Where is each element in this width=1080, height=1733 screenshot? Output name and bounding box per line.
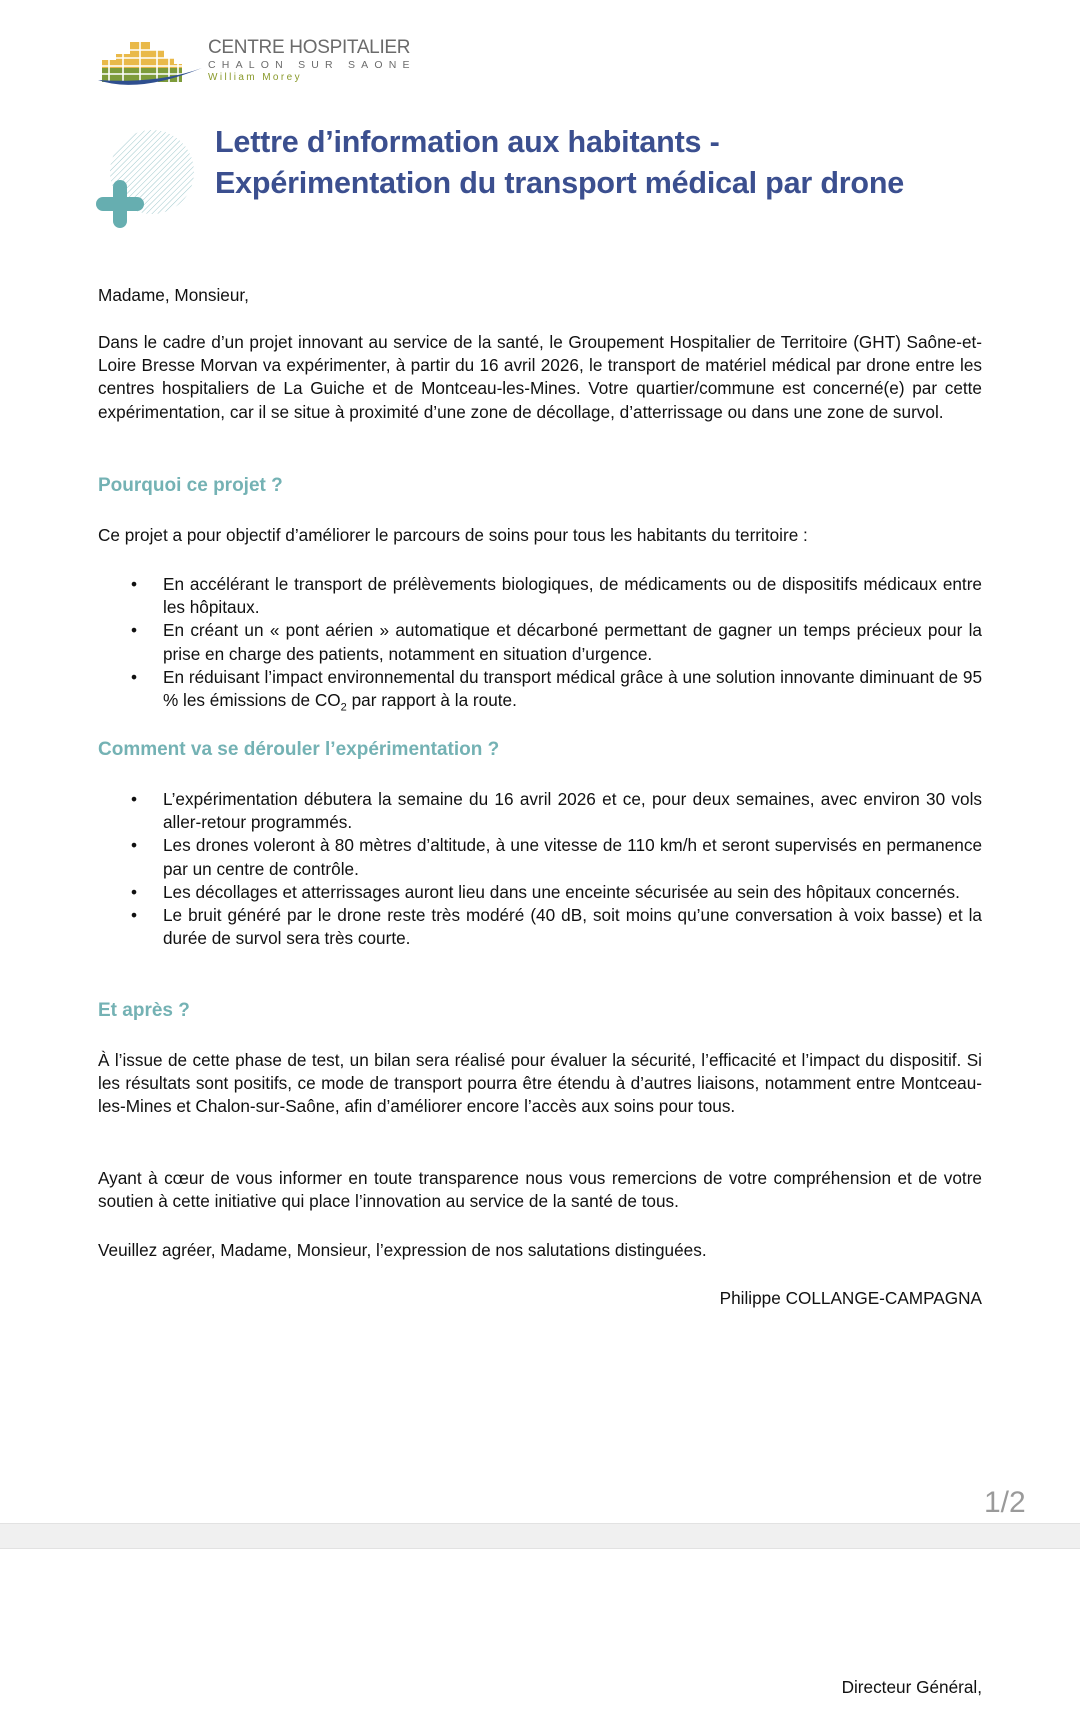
hospital-logo <box>98 37 416 93</box>
medical-cross-icon <box>96 128 206 238</box>
signatory-title: Directeur Général, <box>841 1677 982 1697</box>
list-item: • En accélérant le transport de prélèvements biologiques, de médicaments ou de dispositifs médicaux entre les hôpitaux. <box>131 574 982 618</box>
bullet-icon: • <box>131 620 138 641</box>
section-why-lead: Ce projet a pour objectif d’améliorer le parcours de soins pour tous les habitants du territoire : <box>98 525 808 545</box>
thanks-paragraph: Ayant à cœur de vous informer en toute transparence nous vous remercions de votre compréhension et de votre soutien à cette initiative qui place l’innovation au service de la santé de tous. <box>98 1168 982 1212</box>
list-item: • En créant un « pont aérien » automatique et décarboné permettant de gagner un temps précieux pour la prise en charge des patients, notamment en situation d’urgence. <box>131 620 982 664</box>
section-heading-why: Pourquoi ce projet ? <box>98 475 283 496</box>
salutation: Madame, Monsieur, <box>98 285 249 305</box>
section-heading-after: Et après ? <box>98 1000 190 1021</box>
bullet-icon: • <box>131 666 138 687</box>
list-item: • L’expérimentation débutera la semaine du 16 avril 2026 et ce, pour deux semaines, avec environ 30 vols aller-retour programmés. <box>131 789 982 833</box>
bullet-icon: • <box>131 789 138 809</box>
logo-subtitle: CHALON SUR SAONE <box>208 59 416 71</box>
why-bullet-list <box>98 573 982 712</box>
bullet-icon: • <box>131 835 138 856</box>
page-indicator: 1/2 <box>984 1486 1026 1519</box>
bullet-icon: • <box>131 905 138 926</box>
signatory-name: Philippe COLLANGE-CAMPAGNA <box>719 1288 982 1308</box>
title-line-1: Lettre d’information aux habitants - <box>215 125 720 159</box>
list-item: • En réduisant l’impact environnemental du transport médical grâce à une solution innovante diminuant de 95 % les émissions de $CO_2$ par rapport à la route. <box>131 666 982 714</box>
intro-paragraph: Dans le cadre d’un projet innovant au service de la santé, le Groupement Hospitalier de Territoire (GHT) Saône-et-Loire Bresse Morvan va expérimenter, à partir du 16 avril 2026, le transport de matériel médical par drone entre les centres hospitaliers de La Guiche et de Montceau-les-Mines. Votre quartier/commune est concerné(e) par cette expérimentation, car il se situe à proximité d’une zone de décollage, d’atterrissage ou dans une zone de survol. <box>98 332 982 422</box>
logo-tagline: William Morey <box>208 72 302 83</box>
list-item: • Les décollages et atterrissages auront lieu dans une enceinte sécurisée au sein des hôpitaux concernés. <box>98 881 982 904</box>
page-separator <box>0 1523 1080 1549</box>
bullet-icon: • <box>131 574 138 594</box>
hospital-building-icon <box>98 38 203 90</box>
list-item: • Les drones voleront à 80 mètres d’altitude, à une vitesse de 110 km/h et seront supervisés en permanence par un centre de contrôle. <box>131 835 982 879</box>
logo-title: CENTRE HOSPITALIER <box>208 37 411 58</box>
section-after-paragraph: À l’issue de cette phase de test, un bilan sera réalisé pour évaluer la sécurité, l’efficacité et l’impact du dispositif. Si les résultats sont positifs, ce mode de transport pourra être étendu à d’autres liaisons, notamment entre Montceau-les-Mines et Chalon-sur-Saône, afin d’améliorer encore l’accès aux soins pour tous. <box>98 1050 982 1117</box>
how-bullet-list <box>98 788 982 950</box>
bullet-icon: • <box>131 881 138 902</box>
page-title <box>215 122 904 204</box>
co2-subscript: 2 <box>340 701 347 714</box>
title-line-2: Expérimentation du transport médical par drone <box>215 166 905 200</box>
list-item: • Le bruit généré par le drone reste très modéré (40 dB, soit moins qu’une conversation à voix basse) et la durée de survol sera très courte. <box>131 905 982 949</box>
closing-formula: Veuillez agréer, Madame, Monsieur, l’expression de nos salutations distinguées. <box>98 1240 707 1260</box>
section-heading-how: Comment va se dérouler l’expérimentation ? <box>98 739 500 760</box>
